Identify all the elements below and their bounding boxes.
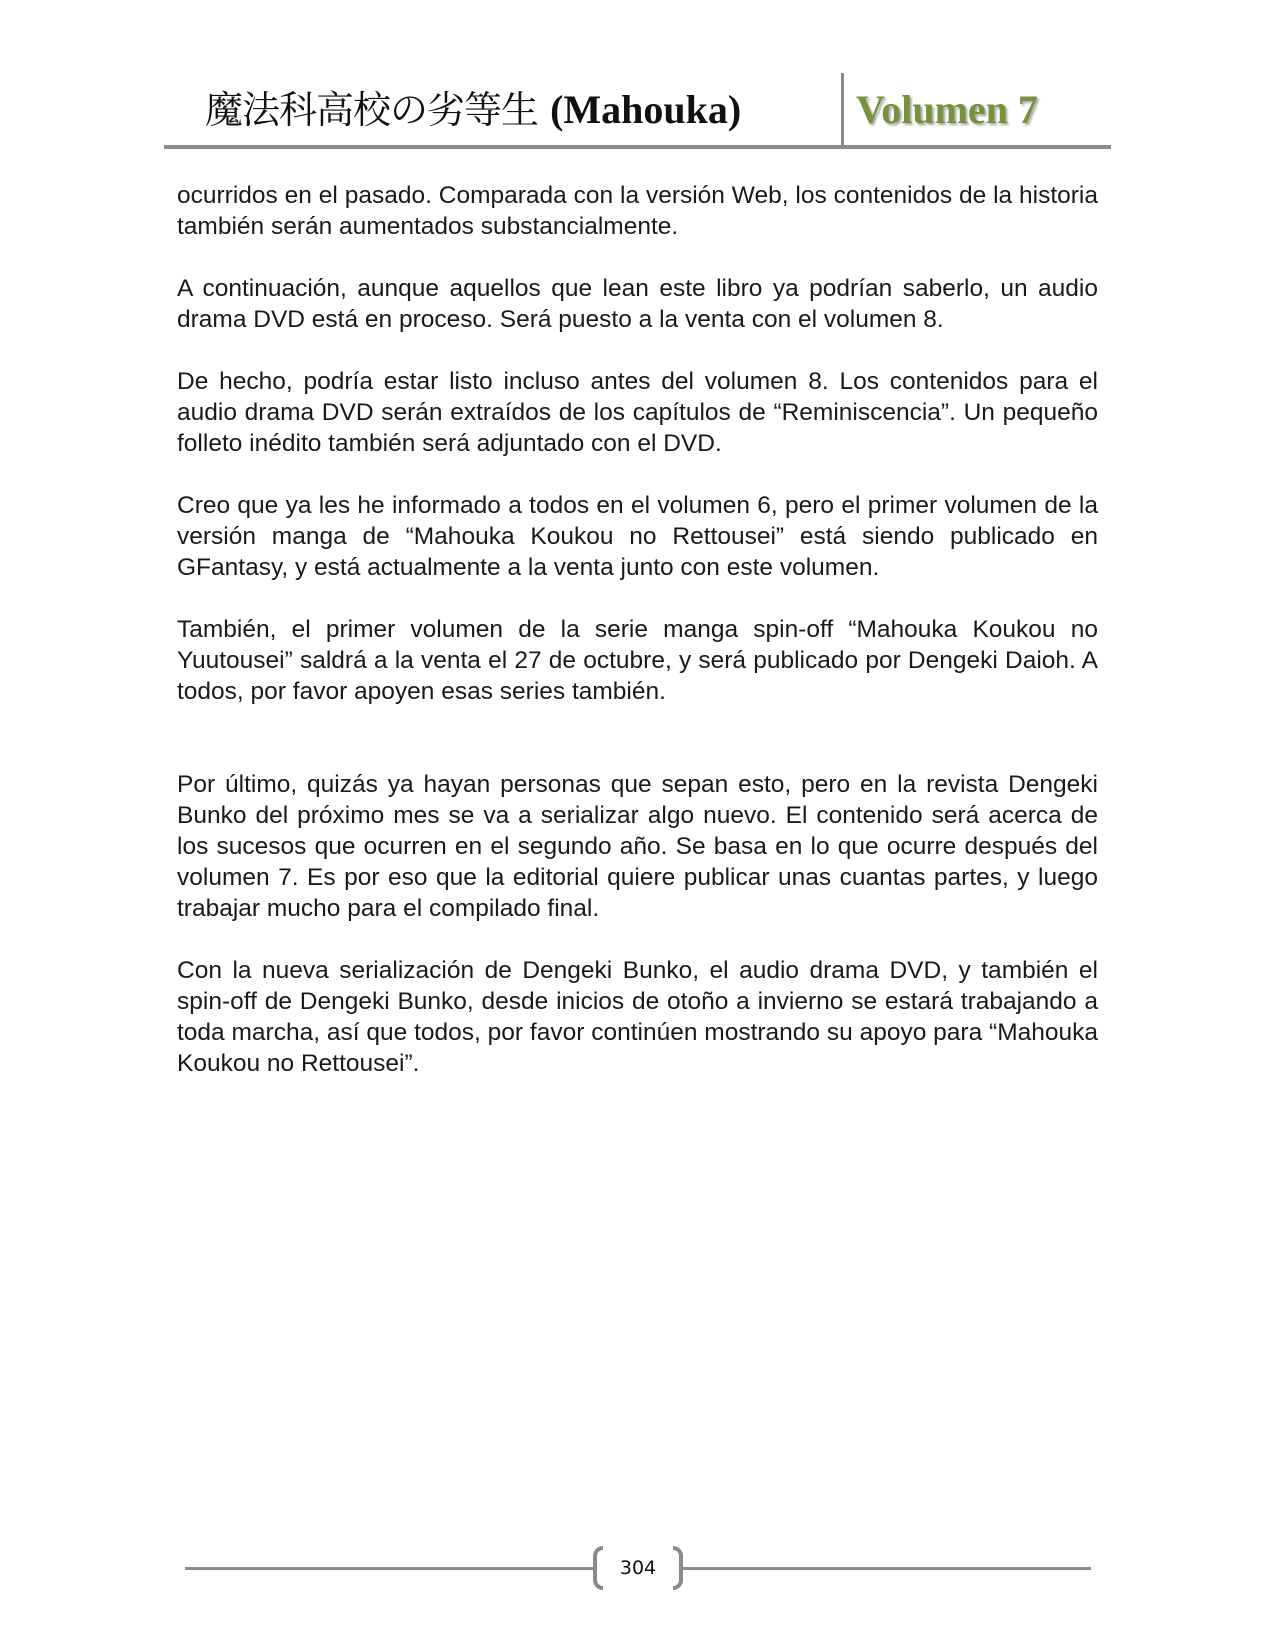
header-divider (841, 73, 844, 148)
footer-rule-right (680, 1567, 1091, 1570)
header-title-romaji: (Mahouka) (550, 87, 742, 132)
page-number-left-bracket (593, 1546, 603, 1590)
header-title-japanese: 魔法科高校の劣等生 (205, 88, 539, 132)
paragraph: Por último, quizás ya hayan personas que sepan esto, pero en la revista Dengeki Bunko del próximo mes se va a serializar algo nuevo. El contenido será acerca de los sucesos que ocurren en el segundo año. Se basa en lo que ocurre después del volumen 7. Es por eso que la editorial quiere publicar unas cuantas partes, y luego trabajar mucho para el compilado final. (177, 771, 1098, 922)
page-number: 304 (619, 1557, 657, 1579)
paragraph: Con la nueva serialización de Dengeki Bunko, el audio drama DVD, y también el spin-off de Dengeki Bunko, desde inicios de otoño a invierno se estará trabajando a toda marcha, así que todos, por favor continúen mostrando su apoyo para “Mahouka Koukou no Rettousei”. (177, 957, 1098, 1077)
header-title (205, 82, 741, 138)
paragraph: De hecho, podría estar listo incluso antes del volumen 8. Los contenidos para el audio drama DVD serán extraídos de los capítulos de “Reminiscencia”. Un pequeño folleto inédito también será adjuntado con el DVD. (177, 368, 1098, 457)
header-rule (164, 145, 1111, 149)
paragraph: A continuación, aunque aquellos que lean este libro ya podrían saberlo, un audio drama DVD está en proceso. Será puesto a la venta con el volumen 8. (177, 275, 1098, 333)
footer-rule-left (185, 1567, 595, 1570)
paragraph: Creo que ya les he informado a todos en el volumen 6, pero el primer volumen de la versión manga de “Mahouka Koukou no Rettousei” está siendo publicado en GFantasy, y está actualmente a la venta junto con este volumen. (177, 492, 1098, 581)
paragraph: ocurridos en el pasado. Comparada con la versión Web, los contenidos de la historia también serán aumentados substancialmente. (177, 182, 1098, 240)
body-text (177, 180, 1098, 1110)
header-volume-label: Volumen 7 (856, 87, 1038, 132)
paragraph: También, el primer volumen de la serie manga spin-off “Mahouka Koukou no Yuutousei” saldrá a la venta el 27 de octubre, y será publicado por Dengeki Daioh. A todos, por favor apoyen esas series también. (177, 616, 1098, 705)
